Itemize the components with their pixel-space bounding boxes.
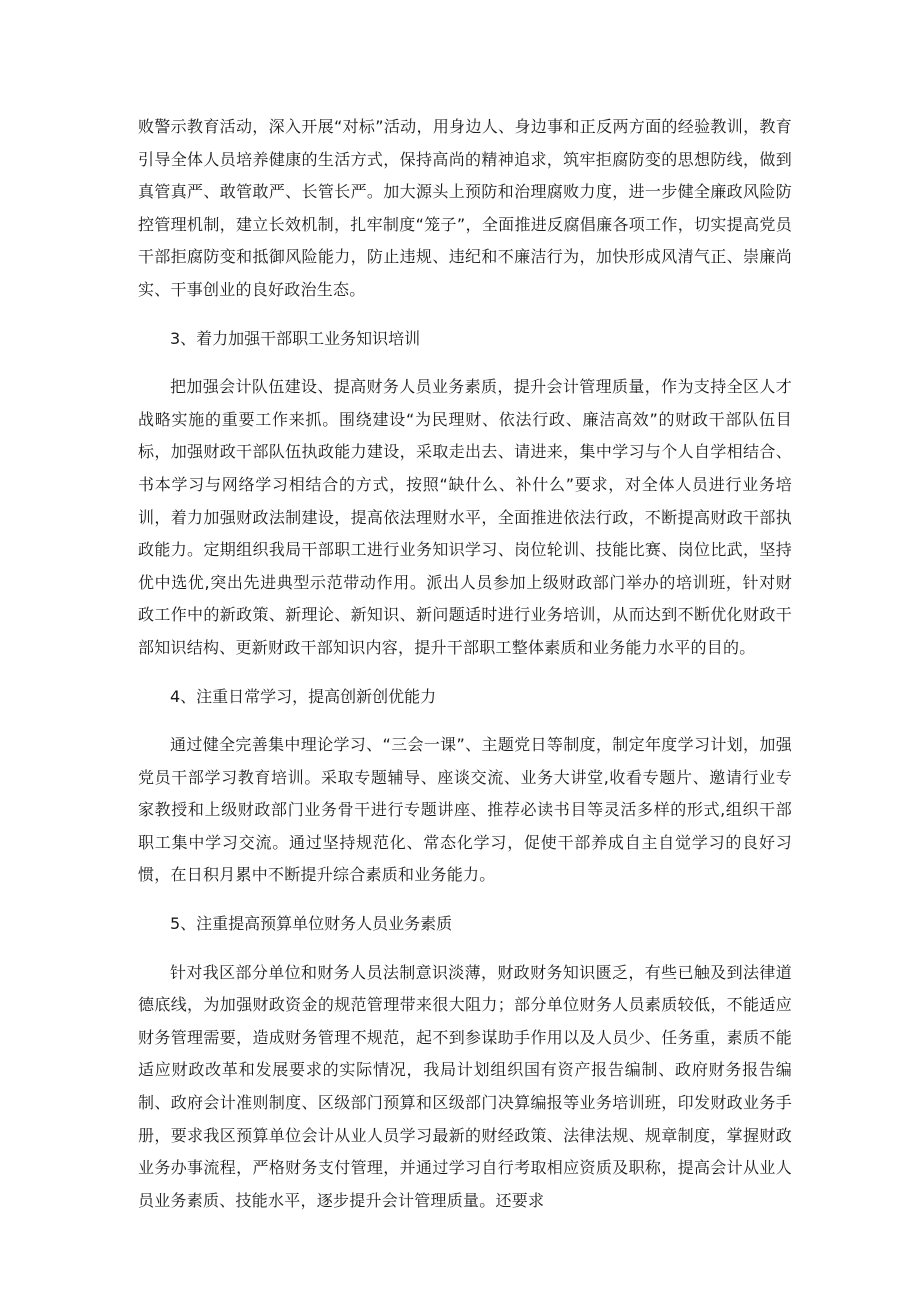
paragraph-daily-study: 通过健全完善集中理论学习、“三会一课”、主题党日等制度，制定年度学习计划，加强党员干部学习教育培训。采取专题辅导、座谈交流、业务大讲堂,收看专题片、邀请行业专家教授和上级财政部门业务骨干进行专题讲座、推荐必读书目等灵活多样的形式,组织干部职工集中学习交流。通过坚持规范化、常态化学习，促使干部养成自主自觉学习的良好习惯，在日积月累中不断提升综合素质和业务能力。 [138,735,792,885]
section-heading-5: 5、注重提高预算单位财务人员业务素质 [170,914,453,934]
document-body [138,111,792,1217]
section-heading-3: 3、着力加强干部职工业务知识培训 [170,328,421,348]
paragraph-training: 把加强会计队伍建设、提高财务人员业务素质，提升会计管理质量，作为支持全区人才战略实施的重要工作来抓。围绕建设“为民理财、依法行政、廉洁高效”的财政干部队伍目标，加强财政干部队伍执政能力建设，采取走出去、请进来，集中学习与个人自学相结合、书本学习与网络学习相结合的方式，按照“缺什么、补什么”要求，对全体人员进行业务培训，着力加强财政法制建设，提高依法理财水平，全面推进依法行政，不断提高财政干部执政能力。定期组织我局干部职工进行业务知识学习、岗位轮训、技能比赛、岗位比武，坚持优中选优,突出先进典型示范带动作用。派出人员参加上级财政部门举办的培训班，针对财政工作中的新政策、新理论、新知识、新问题适时进行业务培训，从而达到不断优化财政干部知识结构、更新财政干部知识内容，提升干部职工整体素质和业务能力水平的目的。 [138,377,792,657]
paragraph-anti-corruption-education: 败警示教育活动，深入开展“对标”活动，用身边人、身边事和正反两方面的经验教训，教育引导全体人员培养健康的生活方式，保持高尚的精神追求，筑牢拒腐防变的思想防线，做到真管真严、敢管敢严、长管长严。加大源头上预防和治理腐败力度，进一步健全廉政风险防控管理机制，建立长效机制，扎牢制度“笼子”，全面推进反腐倡廉各项工作，切实提高党员干部拒腐防变和抵御风险能力，防止违规、违纪和不廉洁行为，加快形成风清气正、崇廉尚实、干事创业的良好政治生态。 [138,117,792,299]
paragraph-finance-staff-quality: 针对我区部分单位和财务人员法制意识淡薄，财政财务知识匮乏，有些已触及到法律道德底线，为加强财政资金的规范管理带来很大阻力；部分单位财务人员素质较低，不能适应财务管理需要，造成财务管理不规范，起不到参谋助手作用以及人员少、任务重，素质不能适应财政改革和发展要求的实际情况，我局计划组织国有资产报告编制、政府财务报告编制、政府会计准则制度、区级部门预算和区级部门决算编报等业务培训班，印发财政业务手册，要求我区预算单位会计从业人员学习最新的财经政策、法律法规、规章制度，掌握财政业务办事流程，严格财务支付管理，并通过学习自行考取相应资质及职称，提高会计从业人员业务素质、技能水平，逐步提升会计管理质量。还要求 [138,962,792,1210]
section-heading-4: 4、注重日常学习，提高创新创优能力 [170,686,437,706]
